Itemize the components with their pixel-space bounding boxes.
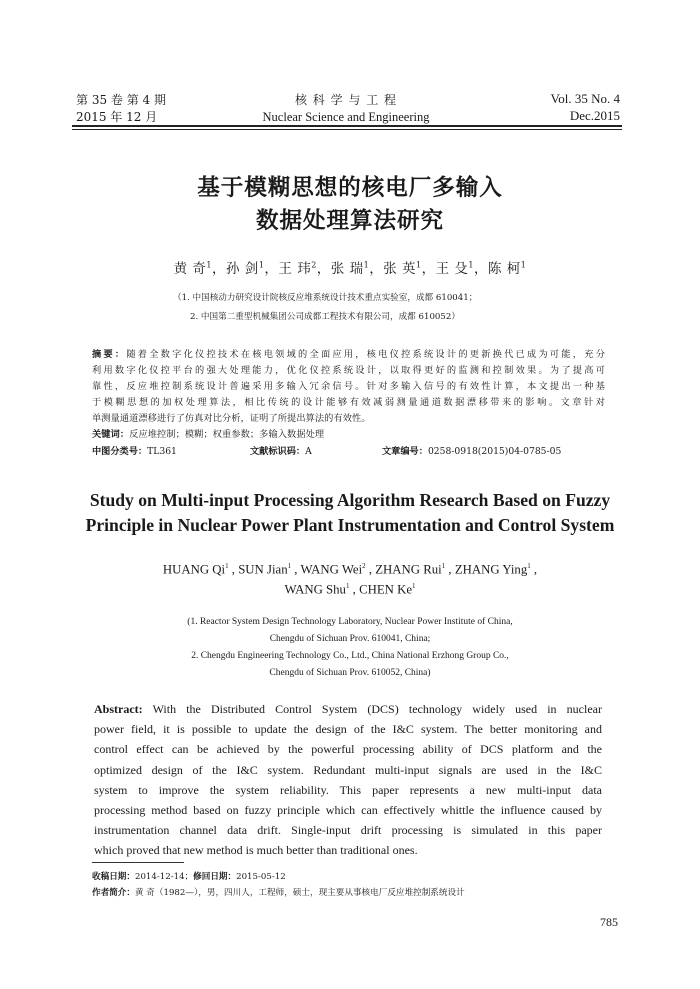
author-en-separator: , xyxy=(445,562,455,577)
doc-code-label: 文献标识码： xyxy=(250,446,306,457)
article-number xyxy=(382,443,561,457)
abstract-cn-line: 于模糊思想的加权处理算法，相比传统的设计能够有效减弱测量通道数据漂移带来的影响。文章针对 xyxy=(92,397,605,408)
affiliation-cn-1: （1. 中国核动力研究设计院核反应堆系统设计技术重点实验室，成都 610041； xyxy=(173,293,478,303)
author-en-affiliation-mark: 2 xyxy=(362,562,366,570)
header-volume-en: Vol. 35 No. 4 xyxy=(550,91,620,106)
header-rule-thick xyxy=(72,125,622,127)
author-bio-label: 作者简介： xyxy=(92,888,135,898)
author-en-affiliation-mark: 1 xyxy=(441,562,446,570)
abstract-en-line: control effect can be achieved by the powerful processing ability of DCS platform and the xyxy=(94,742,602,757)
author-en-name: WANG Wei xyxy=(300,562,363,577)
header-rule-thin xyxy=(72,129,622,130)
author-en-name: CHEN Ke xyxy=(359,582,413,597)
page-number: 785 xyxy=(600,915,618,929)
author-en-name: SUN Jian xyxy=(238,562,288,577)
affiliation-cn-2: 2. 中国第二重型机械集团公司成都工程技术有限公司，成都 610052） xyxy=(190,312,460,322)
article-number-label: 文章编号： xyxy=(382,446,428,457)
affiliation-en-2: Chengdu of Sichuan Prov. 610041, China; xyxy=(269,634,431,644)
author-cn-name: 陈 柯 xyxy=(487,261,521,277)
author-en-affiliation-mark: 1 xyxy=(527,562,531,570)
doc-code-value: A xyxy=(305,446,312,457)
header-date-en: Dec.2015 xyxy=(569,108,620,123)
abstract-en-line: optimized design of the I&C system. Redundant multi-input signals are used in the I&C xyxy=(94,762,602,777)
abstract-en-line: which proved that new method is much better than traditional ones. xyxy=(94,843,418,858)
author-cn-name: 孙 剑 xyxy=(226,261,259,277)
author-en-affiliation-mark: 1 xyxy=(412,582,416,590)
author-cn-separator: ， xyxy=(264,261,279,277)
author-bio-value: 黄 奇（1982—），男，四川人，工程师，硕士，现主要从事核电厂反应堆控制系统设计 xyxy=(134,888,465,898)
author-cn-name: 张 英 xyxy=(383,261,416,277)
revised-value: 2015-05-12 xyxy=(236,872,286,882)
abstract-en-line: With the Distributed Control System (DCS) technology widely used in nuclear xyxy=(152,702,602,716)
author-en-name: WANG Shu xyxy=(284,582,346,597)
author-en-separator: , xyxy=(228,562,239,577)
author-cn-name: 王 殳 xyxy=(435,261,469,277)
abstract-en-line: system to improve the system reliability. This paper represents a new multi-input data xyxy=(94,782,602,797)
abstract-cn-line: 利用数字化仪控平台的强大处理能力，优化仪控系统设计，以取得更好的监测和控制效果。为了提高可 xyxy=(92,365,605,376)
author-en-separator: , xyxy=(530,562,538,577)
abstract-cn-line: 靠性，反应堆控制系统设计普遍采用多输入冗余信号。针对多输入信号的有效性计算，本文提出一种基 xyxy=(92,381,605,392)
article-number-value: 0258-0918(2015)04-0785-05 xyxy=(427,446,562,457)
author-cn-separator: ， xyxy=(473,261,488,277)
author-cn-affiliation-mark: 1 xyxy=(206,260,213,270)
author-cn-affiliation-mark: 1 xyxy=(415,260,422,270)
header-journal-en: Nuclear Science and Engineering xyxy=(262,110,430,124)
received-label: 收稿日期： xyxy=(92,872,135,882)
author-en-separator: , xyxy=(291,562,301,577)
affiliation-en-3: 2. Chengdu Engineering Technology Co., Ltd., China National Erzhong Group Co., xyxy=(191,651,509,661)
revised-label: 修回日期： xyxy=(193,872,237,882)
author-cn-separator: ， xyxy=(421,261,436,277)
header-journal-cn: 核 科 学 与 工 程 xyxy=(294,93,398,107)
abstract-cn-line: 单测量通道漂移进行了仿真对比分析，证明了所提出算法的有效性。 xyxy=(92,413,371,424)
author-cn-name: 黄 奇 xyxy=(173,261,207,277)
title-en-line-1: Study on Multi-input Processing Algorithm Research Based on Fuzzy xyxy=(89,490,611,510)
footnote-dates xyxy=(92,870,286,882)
author-en-affiliation-mark: 1 xyxy=(225,562,229,570)
author-en-affiliation-mark: 1 xyxy=(345,582,350,590)
author-en-name: HUANG Qi xyxy=(162,562,226,577)
clc-label: 中图分类号： xyxy=(92,446,148,457)
title-cn-line-2: 数据处理算法研究 xyxy=(255,208,444,234)
document-code xyxy=(250,443,312,457)
author-cn-affiliation-mark: 2 xyxy=(311,260,317,270)
abstract-en-line: instrumentation channel data drift. Single-input drift processing is simulated in this paper xyxy=(94,823,602,838)
author-cn-separator: ， xyxy=(369,261,384,277)
footnote-author-bio xyxy=(92,886,465,898)
header-volume-cn: 第 35 卷 第 4 期 xyxy=(76,93,166,107)
abstract-en-label: Abstract: xyxy=(94,702,143,716)
abstract-cn-line: 随着全数字化仪控技术在核电领域的全面应用，核电仪控系统设计的更新换代已成为可能，充分 xyxy=(126,349,605,360)
author-en-separator: , xyxy=(365,562,376,577)
authors-cn xyxy=(0,257,700,277)
author-en-name: ZHANG Rui xyxy=(375,562,442,577)
keywords-cn-label: 关键词： xyxy=(92,429,130,440)
authors-en-line-2 xyxy=(0,576,700,599)
author-cn-affiliation-mark: 1 xyxy=(363,260,370,270)
author-cn-affiliation-mark: 1 xyxy=(520,260,527,270)
footnote-rule xyxy=(92,862,184,863)
abstract-cn xyxy=(92,347,605,427)
author-en-affiliation-mark: 1 xyxy=(287,562,292,570)
author-cn-affiliation-mark: 1 xyxy=(258,260,265,270)
abstract-cn-label: 摘要： xyxy=(92,349,127,360)
abstract-en-line: power field, it is possible to update the design of the I&C system. The better monitoring and xyxy=(94,722,602,737)
abstract-en xyxy=(94,699,602,861)
author-en-name: ZHANG Ying xyxy=(454,562,528,577)
clc-number xyxy=(92,443,177,457)
clc-value: TL361 xyxy=(147,446,177,457)
author-cn-separator: ， xyxy=(316,261,331,277)
received-value: 2014-12-14； xyxy=(134,872,194,882)
keywords-cn-value: 反应堆控制；模糊；权重参数；多输入数据处理 xyxy=(129,429,325,440)
title-cn-line-1: 基于模糊思想的核电厂多输入 xyxy=(197,175,503,201)
author-cn-name: 王 玮 xyxy=(278,261,312,277)
affiliation-en-1: (1. Reactor System Design Technology Laboratory, Nuclear Power Institute of China, xyxy=(187,617,513,627)
author-cn-separator: ， xyxy=(212,261,227,277)
affiliation-en-4: Chengdu of Sichuan Prov. 610052, China) xyxy=(269,668,431,678)
author-en-separator: , xyxy=(349,582,360,597)
author-cn-name: 张 瑞 xyxy=(330,261,364,277)
author-cn-affiliation-mark: 1 xyxy=(468,260,474,270)
header-date-cn: 2015 年 12 月 xyxy=(76,110,158,124)
keywords-cn xyxy=(92,427,324,443)
title-en-line-2: Principle in Nuclear Power Plant Instrumentation and Control System xyxy=(85,515,615,535)
abstract-en-line: processing method based on fuzzy principle which can effectively whittle the influence caused by xyxy=(94,803,602,818)
